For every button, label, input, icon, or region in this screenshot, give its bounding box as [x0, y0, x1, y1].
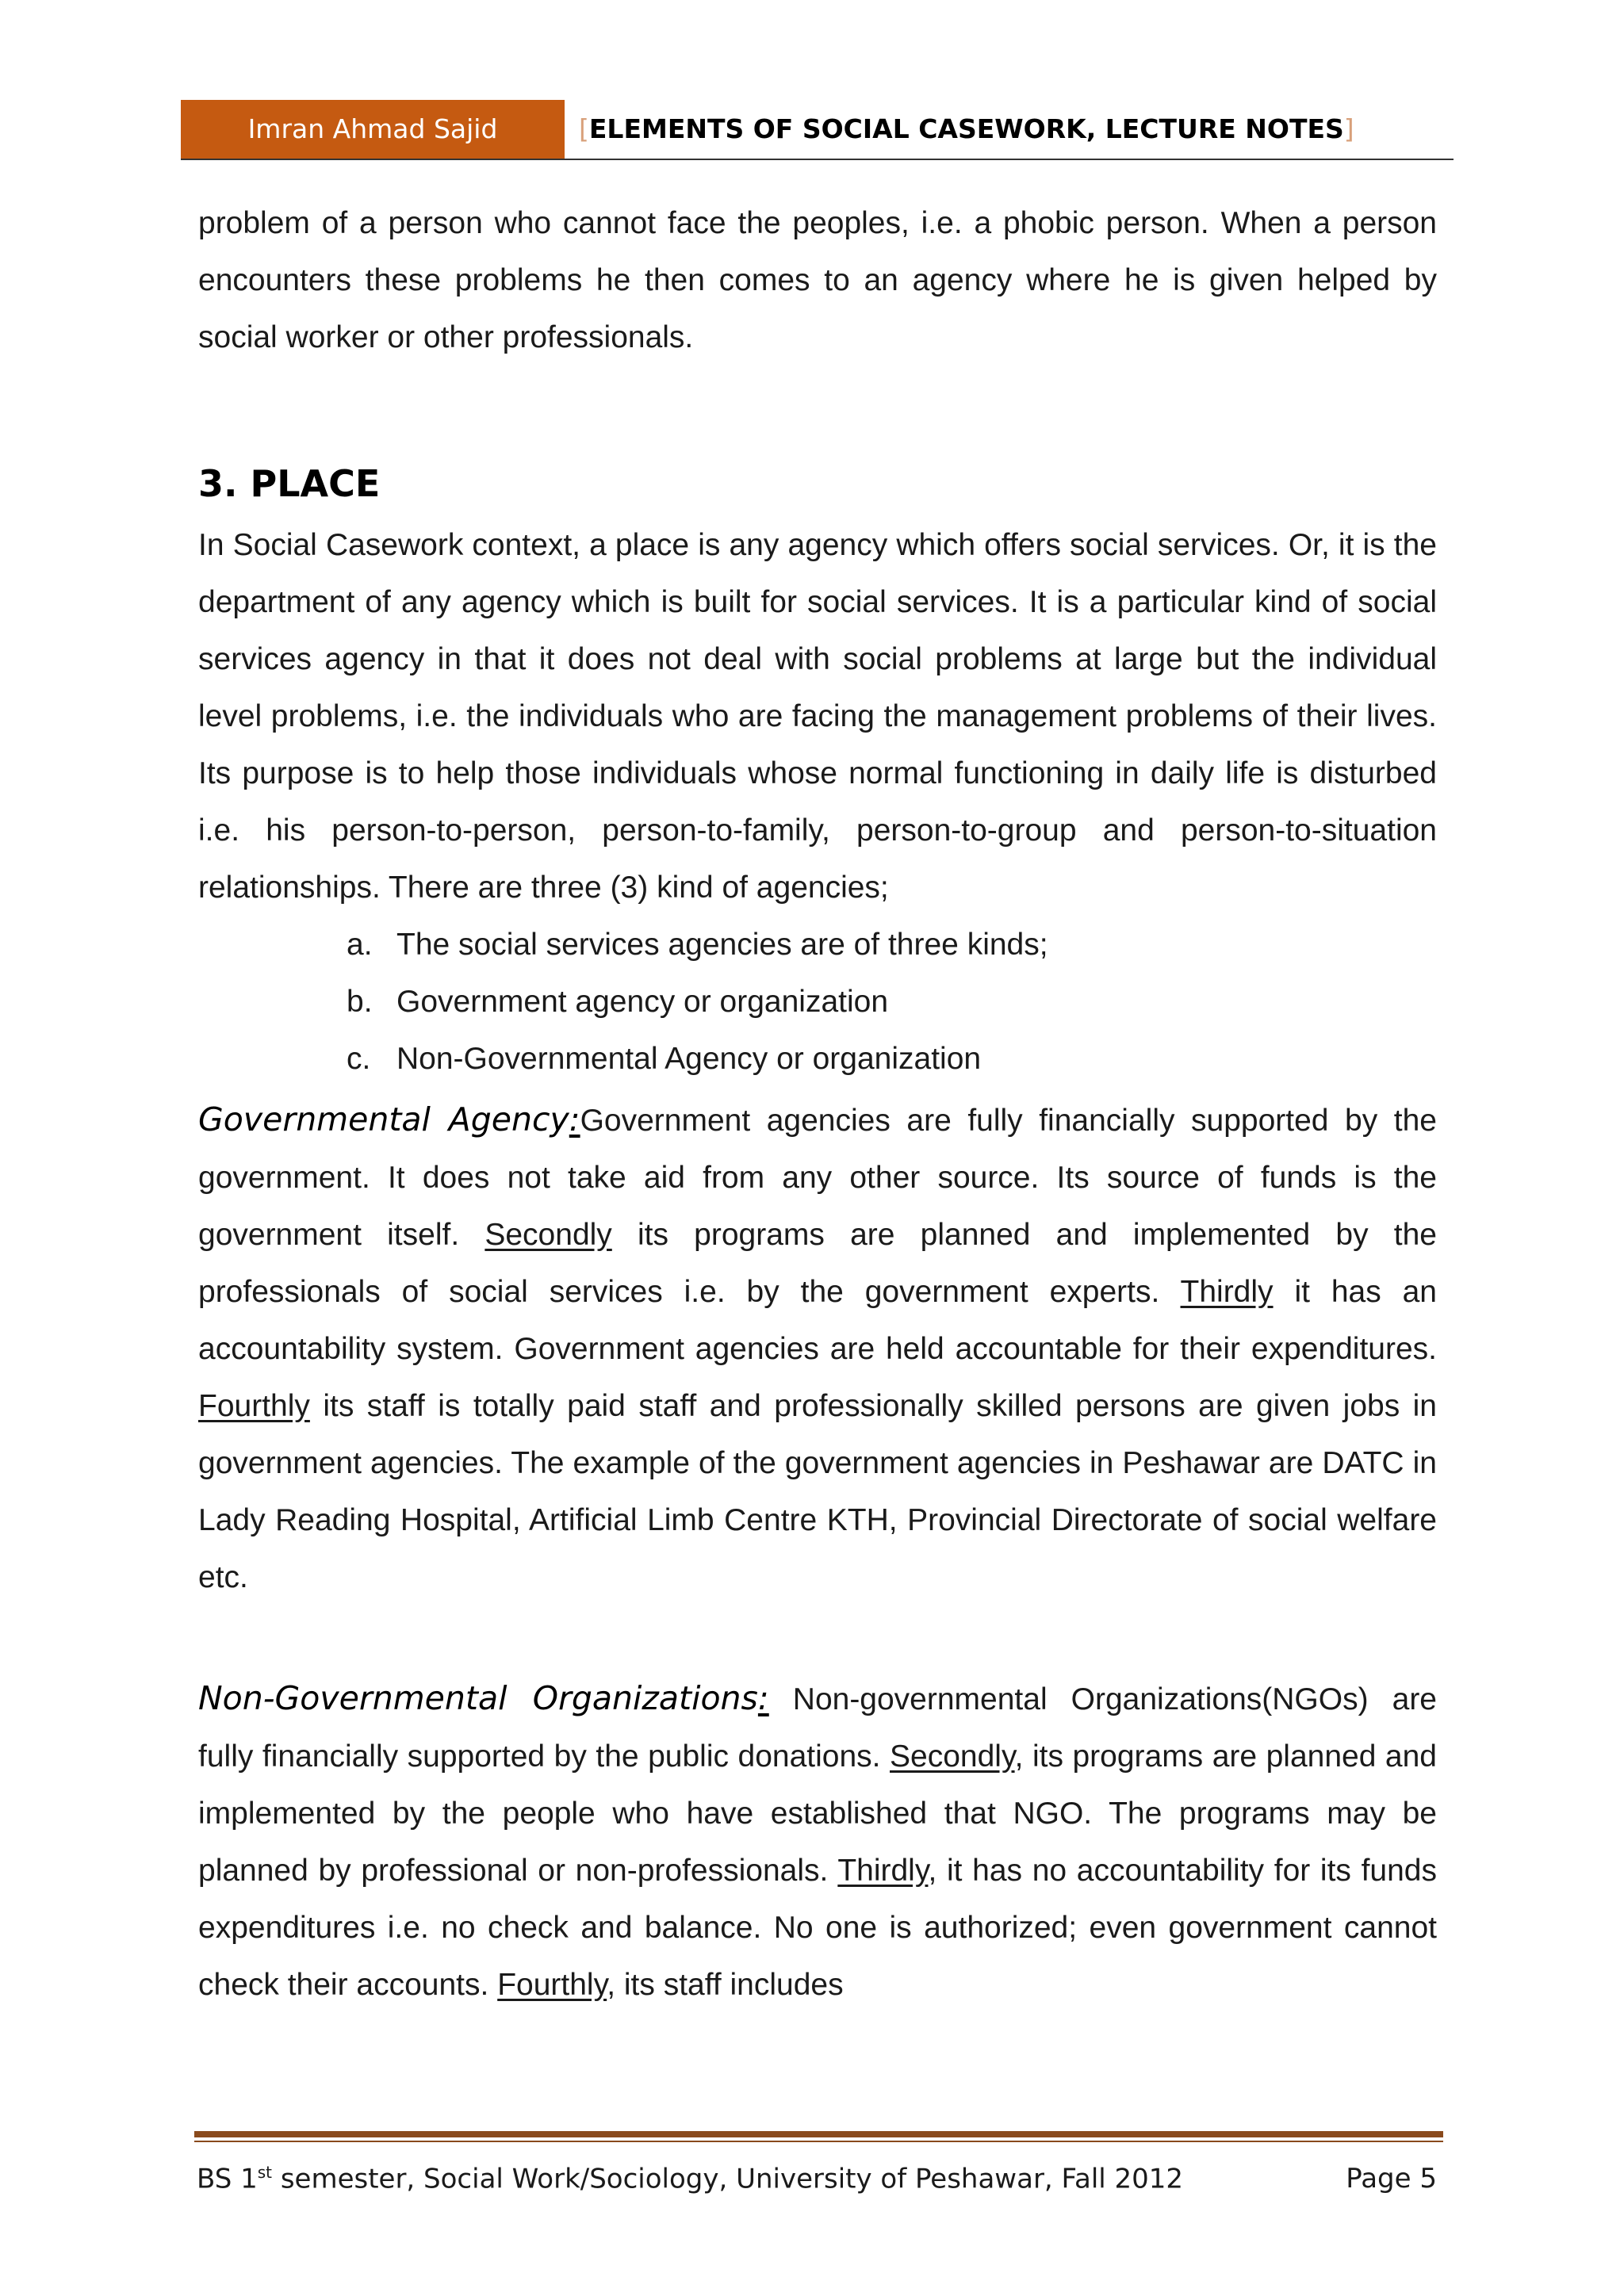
governmental-secondly: Secondly — [485, 1218, 612, 1252]
list-marker: a. — [347, 928, 373, 962]
governmental-agency-text-2: its programs are planned and implemented by the professionals of social services i.e. by the government experts. — [198, 1218, 1437, 1309]
section-heading-place: 3. PLACE — [198, 462, 381, 505]
header-title-text: ELEMENTS OF SOCIAL CASEWORK, LECTURE NOTES — [588, 113, 1344, 144]
list-marker: b. — [347, 985, 373, 1019]
header-bracket-open: [ — [579, 113, 589, 144]
footer-course-info — [197, 2163, 1183, 2195]
ngo-text-3: , it has no accountability for its funds expenditures i.e. no check and balance. No one is authorized; even government cannot check their accounts. — [198, 1854, 1437, 2002]
governmental-agency-text-4: its staff is totally paid staff and professionally skilled persons are given jobs in government agencies. The example of the government agencies in Peshawar are DATC in Lady Reading Hospital, Artificial Limb Centre KTH, Provincial Directorate of social welfare etc. — [198, 1389, 1437, 1594]
agency-list — [198, 916, 1437, 1088]
list-marker: c. — [347, 1042, 371, 1076]
footer-course-sup: st — [257, 2163, 273, 2182]
footer-page-number: Page 5 — [1346, 2163, 1437, 2195]
governmental-agency-colon: : — [569, 1100, 580, 1138]
governmental-agency-text-3: it has an accountability system. Government agencies are held accountable for their expenditures. — [198, 1275, 1437, 1366]
governmental-thirdly: Thirdly — [1180, 1275, 1274, 1309]
header-divider — [181, 159, 1454, 160]
governmental-agency-lead: Governmental Agency — [198, 1100, 569, 1138]
ngo-lead: Non-Governmental Organizations — [198, 1679, 758, 1717]
header-title — [579, 100, 1354, 159]
list-item — [198, 974, 1437, 1031]
paragraph-intro: problem of a person who cannot face the peoples, i.e. a phobic person. When a person encounters these problems he then comes to an agency where he is given helped by social worker or other professionals. — [198, 206, 1437, 354]
ngo-text-1: Non-governmental Organizations(NGOs) are fully financially supported by the public donations. — [198, 1682, 1437, 1774]
list-item-text: Government agency or organization — [396, 985, 889, 1019]
footer-divider-thin — [194, 2141, 1443, 2142]
list-item-text: The social services agencies are of three kinds; — [396, 928, 1048, 962]
header-author: Imran Ahmad Sajid — [181, 100, 565, 159]
ngo-text-4: , its staff includes — [607, 1968, 844, 2002]
ngo-thirdly: Thirdly — [837, 1854, 929, 1888]
ngo-fourthly: Fourthly — [497, 1968, 607, 2002]
list-item — [198, 1031, 1437, 1088]
ngo-text-2: , its programs are planned and implemented by the people who have established that NGO. The programs may be planned by professional or non-professionals. — [198, 1739, 1437, 1888]
page-content — [198, 195, 1437, 2014]
footer-course-prefix: BS 1 — [197, 2163, 258, 2195]
paragraph-place: In Social Casework context, a place is any agency which offers social services. Or, it is the department of any agency which is built for social services. It is a particular kind of social services agency in that it does not deal with social problems at large but the individual level problems, i.e. the individuals who are facing the management problems of their lives. Its purpose is to help those individuals whose normal functioning in daily life is disturbed i.e. his person-to-person, person-to-family, person-to-group and person-to-situation relationships. There are three (3) kind of agencies; — [198, 528, 1437, 905]
footer-course-rest: semester, Social Work/Sociology, University of Peshawar, Fall 2012 — [272, 2163, 1184, 2195]
footer-divider-thick — [194, 2131, 1443, 2137]
header-bracket-close: ] — [1343, 113, 1354, 144]
paragraph-ngo — [198, 1670, 1437, 2014]
governmental-agency-text-1: Government agencies are fully financially supported by the government. It does not take aid from any other source. Its source of funds is the government itself. — [198, 1104, 1437, 1252]
list-item — [198, 916, 1437, 974]
paragraph-governmental-agency — [198, 1091, 1437, 1606]
governmental-fourthly: Fourthly — [198, 1389, 310, 1423]
list-item-text: Non-Governmental Agency or organization — [396, 1042, 982, 1076]
ngo-colon: : — [757, 1679, 769, 1717]
ngo-secondly: Secondly — [890, 1739, 1015, 1774]
